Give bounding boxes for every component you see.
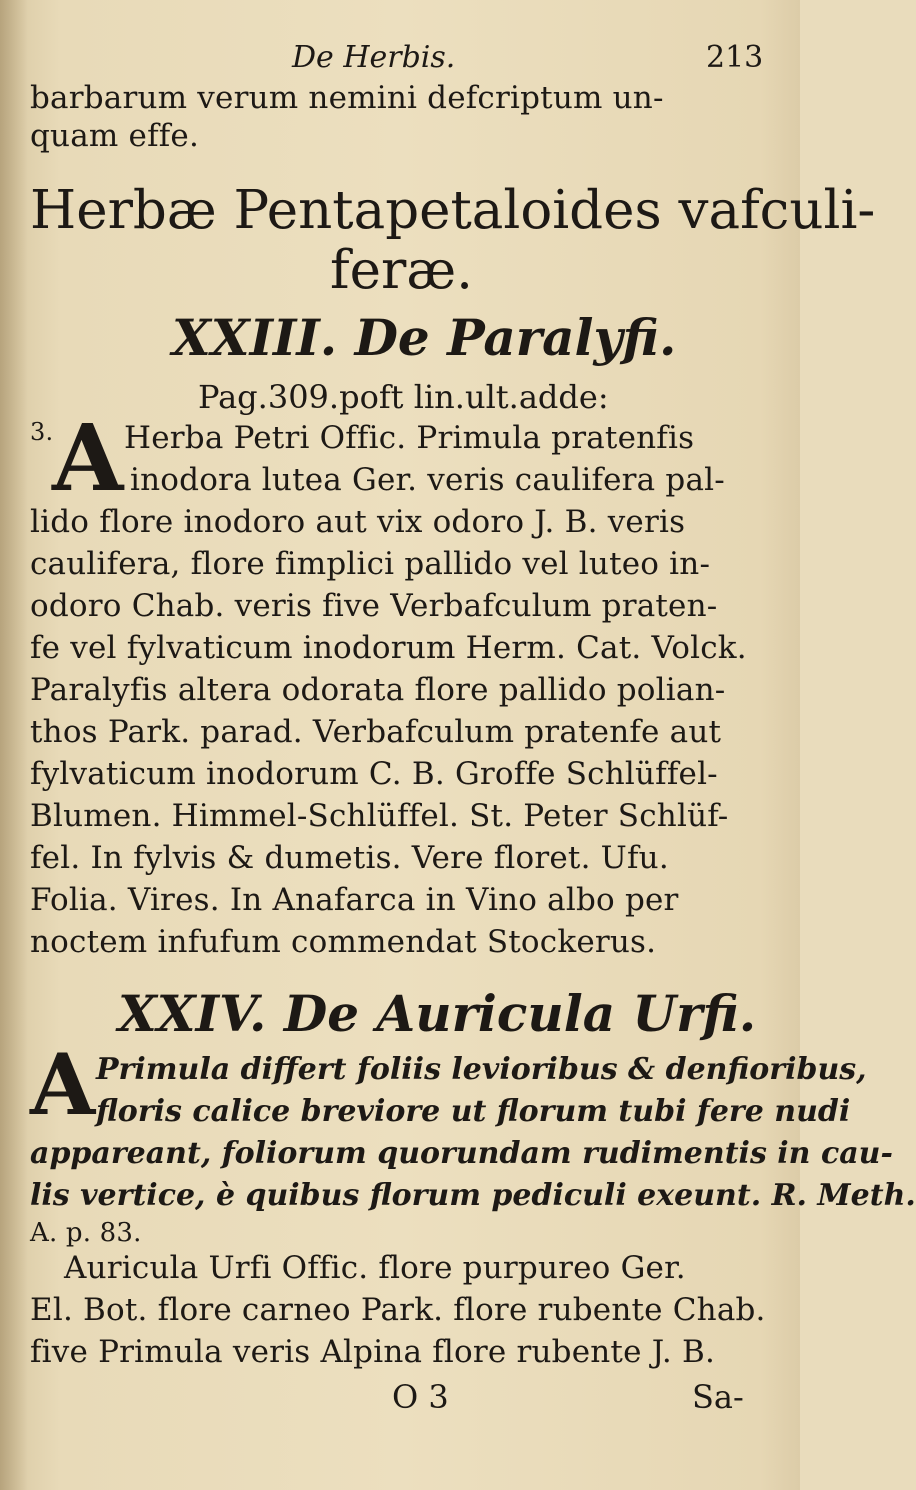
text-line: noctem infufum commendat Stockerus.	[30, 924, 657, 960]
text-line: El. Bot. flore carneo Park. flore rubente Chab.	[30, 1292, 766, 1328]
text-line: quam effe.	[30, 118, 200, 154]
text-line: thos Park. parad. Verbafculum pratenfe aut	[30, 714, 722, 750]
page-number: 213	[706, 40, 764, 75]
text-line: fel. In fylvis & dumetis. Vere floret. Ufu.	[30, 840, 669, 876]
text-line: Paralyfis altera odorata flore pallido polian-	[30, 672, 726, 708]
instruction-line: Pag.309.poft lin.ult.adde:	[198, 378, 609, 416]
text-line: A. p. 83.	[30, 1218, 142, 1248]
text-line: fylvaticum inodorum C. B. Groffe Schlüffel-	[30, 756, 718, 792]
text-line: barbarum verum nemini defcriptum un-	[30, 80, 664, 116]
entry-number: 3.	[30, 418, 54, 446]
chapter-heading: XXIV. De Auricula Urfi.	[118, 984, 757, 1043]
text-line: caulifera, flore fimplici pallido vel luteo in-	[30, 546, 711, 582]
chapter-heading: XXIII. De Paralyfi.	[172, 308, 677, 367]
text-line: odoro Chab. veris five Verbafculum praten-	[30, 588, 718, 624]
text-line: lido flore inodoro aut vix odoro J. B. veris	[30, 504, 686, 540]
running-head: De Herbis.	[292, 40, 456, 75]
text-line: lis vertice, è quibus florum pediculi exeunt. R. Meth.	[30, 1178, 916, 1213]
catchword: Sa-	[692, 1378, 744, 1416]
text-line: five Primula veris Alpina flore rubente J. B.	[30, 1334, 716, 1370]
text-line: Auricula Urfi Offic. flore purpureo Ger.	[64, 1250, 686, 1286]
text-line: floris calice breviore ut florum tubi fere nudi	[96, 1094, 851, 1129]
section-title: Herbæ Pentapetaloides vafculi-	[30, 180, 876, 241]
text-line: Folia. Vires. In Anafarca in Vino albo per	[30, 882, 679, 918]
text-line: Primula differt foliis levioribus & denfioribus,	[96, 1052, 867, 1087]
drop-cap: A	[52, 404, 124, 512]
text-line: inodora lutea Ger. veris caulifera pal-	[130, 462, 725, 498]
page-gutter-shadow	[0, 0, 28, 1490]
text-line: appareant, foliorum quorundam rudimentis in cau-	[30, 1136, 893, 1171]
text-line: Blumen. Himmel-Schlüffel. St. Peter Schlüf-	[30, 798, 729, 834]
text-line: fe vel fylvaticum inodorum Herm. Cat. Volck.	[30, 630, 747, 666]
section-title-continued: feræ.	[330, 240, 473, 301]
text-line: Herba Petri Offic. Primula pratenfis	[124, 420, 695, 456]
signature-mark: O 3	[392, 1378, 449, 1416]
drop-cap: A	[30, 1035, 96, 1134]
